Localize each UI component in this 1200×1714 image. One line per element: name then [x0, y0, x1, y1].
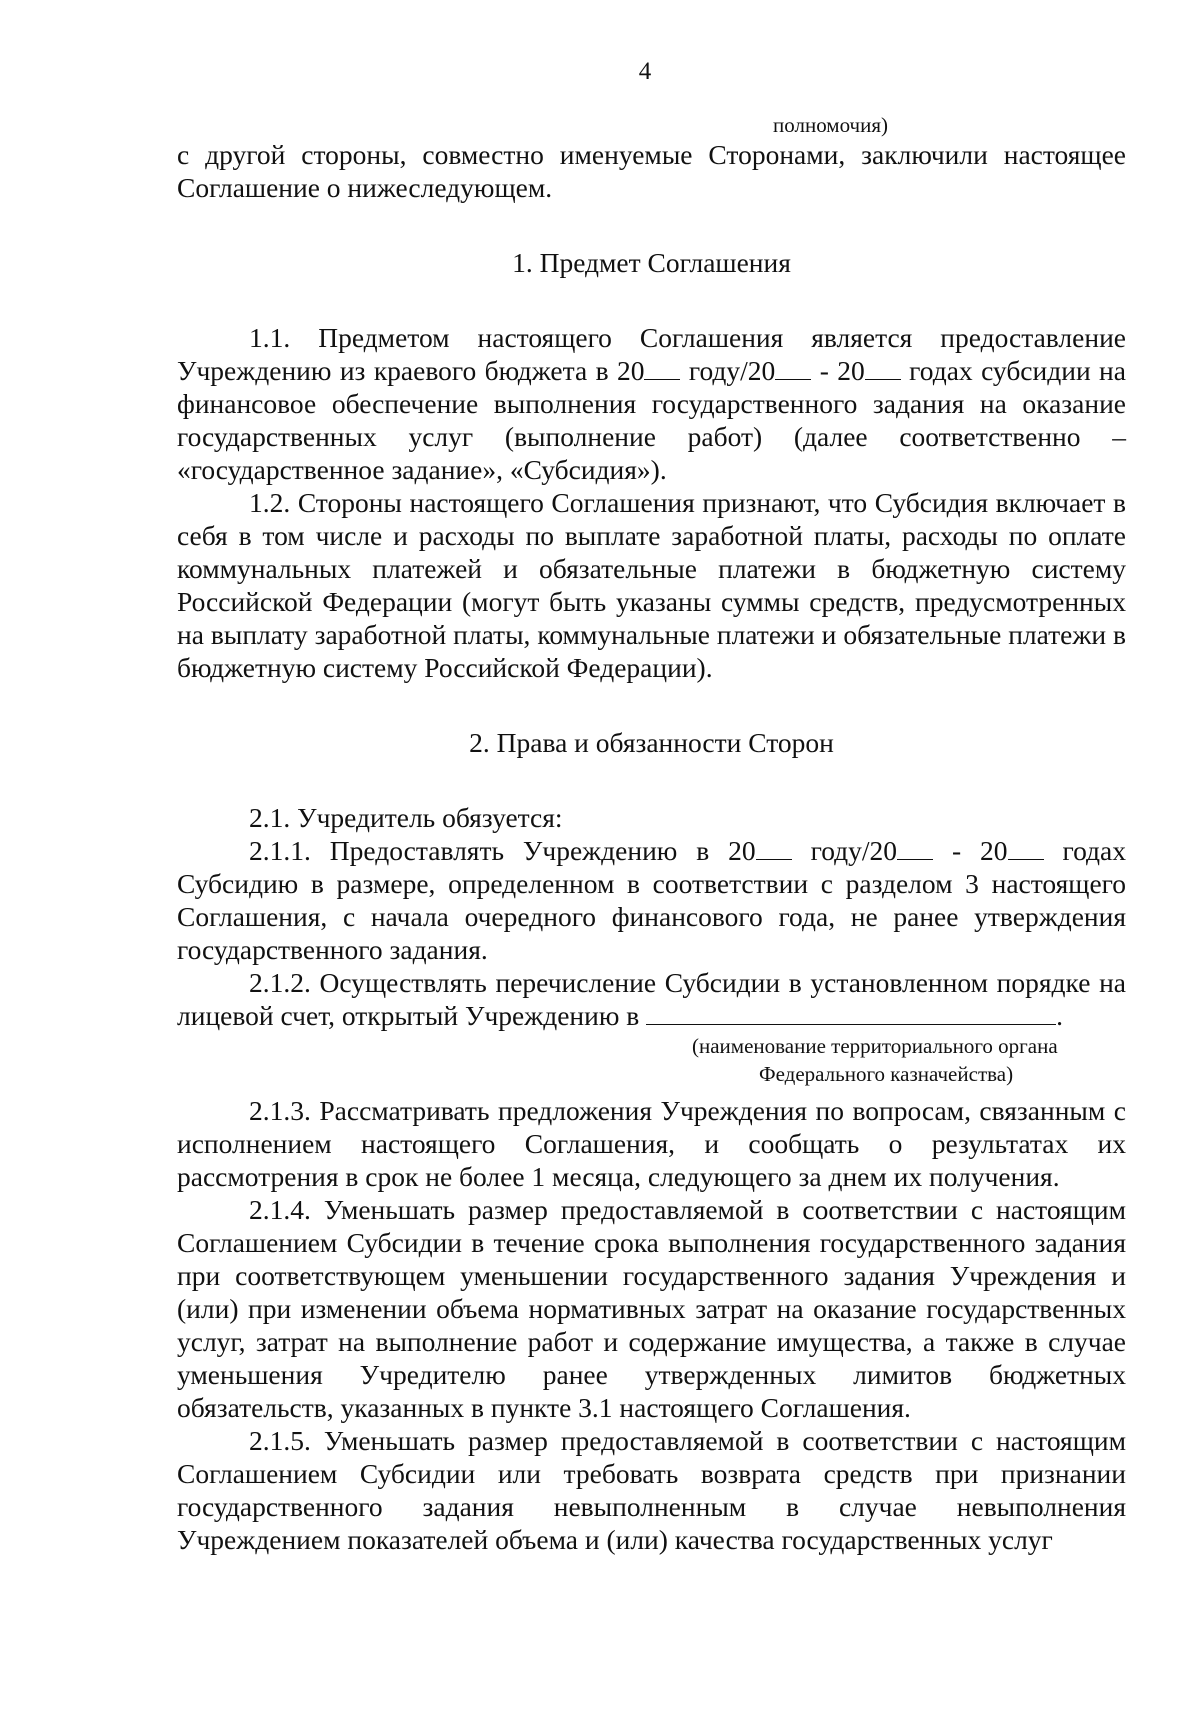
- p2-1-1-text-d: годах Субсидию в размере, определенном в соответствии с разделом 3 настоящего Соглашения, с начала очередного финансового года, не ранее утверждения государственного задания.: [177, 835, 1126, 965]
- document-body: [177, 112, 1126, 1556]
- section-1-heading: 1. Предмет Соглашения: [512, 247, 791, 278]
- paragraph-2-1-1: [177, 834, 1126, 966]
- p2-1-1-text-c: - 20: [933, 835, 1008, 866]
- treasury-field-caption: [177, 1032, 1126, 1088]
- year-blank: [775, 379, 811, 380]
- p2-1-1-text-b: году/20: [791, 835, 898, 866]
- page-number: 4: [638, 58, 652, 85]
- p2-1-2-text-b: .: [1056, 1000, 1064, 1031]
- year-blank: [756, 859, 792, 860]
- p1-1-text-d: годах субсидии на финансовое обеспечение выполнения государственного задания на оказание государственных услуг (выполнение работ) (далее соответственно – «государственное задание», «Субсидия»).: [177, 355, 1126, 485]
- paragraph-2-1-3: 2.1.3. Рассматривать предложения Учреждения по вопросам, связанным с исполнением настоящего Соглашения, и сообщать о результатах их рассмотрения в срок не более 1 месяца, следующего за днем их получения.: [177, 1095, 1126, 1192]
- top-note: полномочия): [773, 113, 888, 137]
- intro-paragraph: с другой стороны, совместно именуемые Сторонами, заключили настоящее Соглашение о нижеследующем.: [177, 139, 1126, 203]
- p2-1-2-text-a: 2.1.2. Осуществлять перечисление Субсидии в установленном порядке на лицевой счет, открытый Учреждению в: [177, 967, 1126, 1031]
- year-blank: [897, 859, 933, 860]
- treasury-caption-line-2: Федерального казначейства): [759, 1062, 1014, 1086]
- treasury-name-blank: [646, 1024, 1056, 1025]
- paragraph-2-1: 2.1. Учредитель обязуется:: [249, 802, 563, 833]
- year-blank: [1008, 859, 1044, 860]
- p1-1-text-c: - 20: [811, 355, 865, 386]
- treasury-caption-line-1: (наименование территориального органа: [692, 1034, 1058, 1058]
- p2-1-1-text-a: 2.1.1. Предоставлять Учреждению в 20: [249, 835, 756, 866]
- section-2-heading: 2. Права и обязанности Сторон: [469, 727, 834, 758]
- p1-1-text-b: году/20: [680, 355, 776, 386]
- paragraph-2-1-4: 2.1.4. Уменьшать размер предоставляемой в соответствии с настоящим Соглашением Субсидии в течение срока выполнения государственного задания при соответствующем уменьшении государственного задания Учреждения и (или) при изменении объема нормативных затрат на оказание государственных услуг, затрат на выполнение работ и содержание имущества, а также в случае уменьшения Учредителю ранее утвержденных лимитов бюджетных обязательств, указанных в пункте 3.1 настоящего Соглашения.: [177, 1194, 1126, 1423]
- year-blank: [644, 379, 680, 380]
- year-blank: [865, 379, 901, 380]
- paragraph-1-1: [177, 321, 1126, 486]
- paragraph-1-2: 1.2. Стороны настоящего Соглашения признают, что Субсидия включает в себя в том числе и расходы по выплате заработной платы, расходы по оплате коммунальных платежей и обязательные платежи в бюджетную систему Российской Федерации (могут быть указаны суммы средств, предусмотренных на выплату заработной платы, коммунальные платежи и обязательные платежи в бюджетную систему Российской Федерации).: [177, 487, 1126, 683]
- paragraph-2-1-5: 2.1.5. Уменьшать размер предоставляемой в соответствии с настоящим Соглашением Субсидии или требовать возврата средств при признании государственного задания невыполненным в случае невыполнения Учреждением показателей объема и (или) качества государственных услуг: [177, 1425, 1126, 1555]
- paragraph-2-1-2: [177, 966, 1126, 1032]
- p1-1-text-a: 1.1. Предметом настоящего Соглашения является предоставление Учреждению из краевого бюджета в 20: [177, 322, 1126, 386]
